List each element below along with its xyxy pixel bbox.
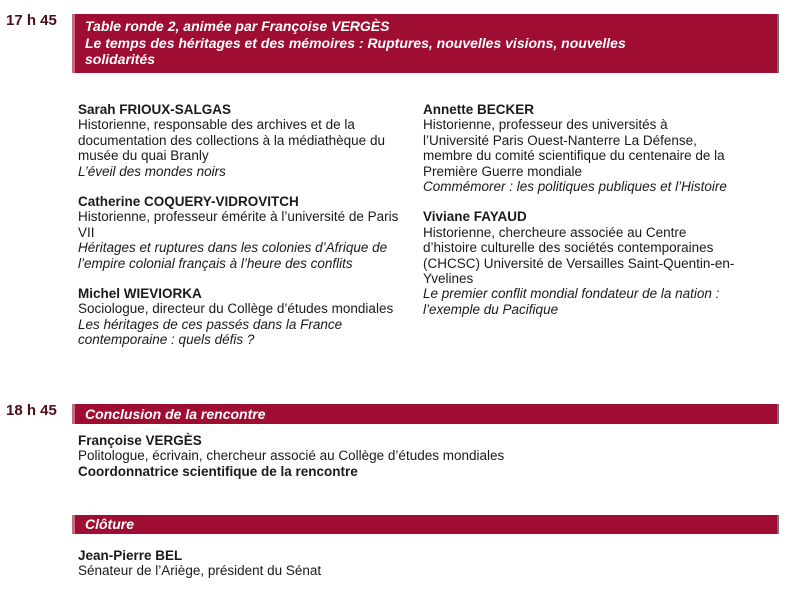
speaker-bio: Historienne, professeur des universités à l’Université Paris Ouest-Nanterre La Défense, membre du comité scientifique du centenaire de la Première Guerre mondiale xyxy=(423,117,725,179)
session-header-bar-conclusion xyxy=(72,404,779,424)
speaker-role: Coordonnatrice scientifique de la rencontre xyxy=(78,463,358,479)
speaker-entry-wieviorka xyxy=(78,286,424,348)
speaker-name: Viviane FAYAUD xyxy=(423,209,527,225)
speaker-name: Annette BECKER xyxy=(423,102,535,117)
speakers-column-right xyxy=(423,102,801,332)
session-time-conclusion: 18 h 45 xyxy=(6,402,57,419)
session-header-label: Conclusion de la rencontre xyxy=(85,406,266,422)
speaker-talk-title: Commémorer : les politiques publiques et l’Histoire xyxy=(423,179,727,195)
speaker-entry-frioux-salgas xyxy=(78,102,424,179)
speaker-talk-title: L’éveil des mondes noirs xyxy=(78,163,226,179)
speaker-name: Catherine COQUERY-VIDROVITCH xyxy=(78,194,299,210)
speaker-bio: Historienne, responsable des archives et de la documentation des collections à la médiathèque du musée du quai Branly xyxy=(78,117,385,164)
speaker-talk-title: Les héritages de ces passés dans la France contemporaine : quels défis ? xyxy=(78,316,343,348)
speaker-name: Sarah FRIOUX-SALGAS xyxy=(78,102,232,117)
session-header-bar-cloture xyxy=(72,515,779,534)
speaker-name: Michel WIEVIORKA xyxy=(78,286,202,302)
speaker-bio: Politologue, écrivain, chercheur associé au Collège d’études mondiales xyxy=(78,448,505,464)
speaker-talk-title: Héritages et ruptures dans les colonies d’Afrique de l’empire colonial français à l’heure des conflits xyxy=(78,240,388,271)
session-header-bar-table-ronde: Table ronde 2, animée par Françoise VERGÈS Le temps des héritages et des mémoires : Ruptures, nouvelles visions, nouvelles solidarités xyxy=(72,14,779,73)
speaker-bio: Sénateur de l’Ariège, président du Sénat xyxy=(78,563,322,579)
speakers-column-left xyxy=(78,102,424,363)
speaker-name: Françoise VERGÈS xyxy=(78,433,202,448)
cloture-speaker-block xyxy=(78,548,321,579)
conclusion-speaker-block xyxy=(78,433,504,479)
speaker-entry-coquery-vidrovitch xyxy=(78,194,424,271)
speaker-bio: Historienne, chercheure associée au Centre d’histoire culturelle des sociétés contemporaines (CHCSC) Université de Versailles Saint-Quentin-en- Yvelines xyxy=(423,224,735,287)
session-header-label: Clôture xyxy=(85,516,134,532)
speaker-name: Jean-Pierre BEL xyxy=(78,548,183,563)
speaker-bio: Sociologue, directeur du Collège d’études mondiales xyxy=(78,301,394,317)
speaker-entry-fayaud xyxy=(423,209,801,317)
session-time-table-ronde: 17 h 45 xyxy=(6,12,57,29)
speaker-talk-title: Le premier conflit mondial fondateur de la nation : l’exemple du Pacifique xyxy=(423,286,720,317)
speaker-bio: Historienne, professeur émérite à l’université de Paris VII xyxy=(78,209,399,240)
speaker-entry-becker xyxy=(423,102,801,194)
